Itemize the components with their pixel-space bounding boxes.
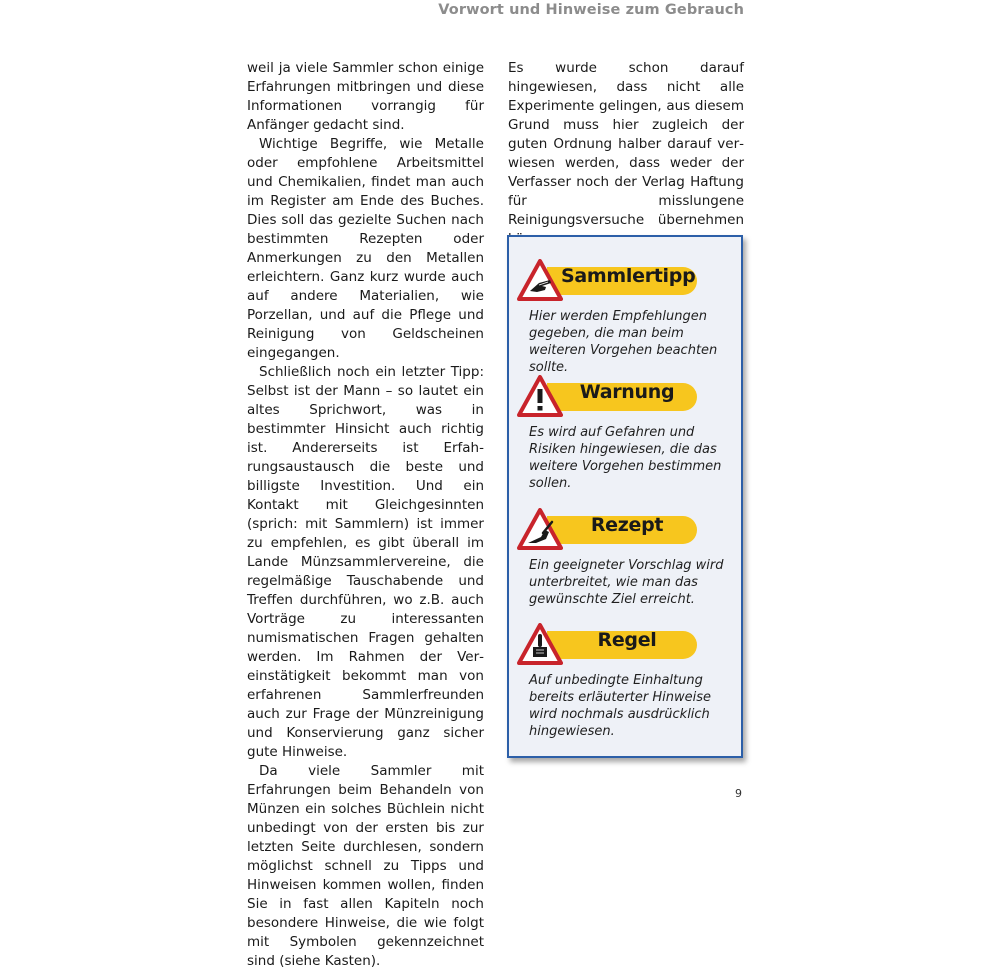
paragraph: weil ja viele Sammler schon einige Erfahrungen mitbringen und diese Informationen vorrangig für Anfänger gedacht sind. <box>247 60 484 133</box>
legend-title: Regel <box>597 629 657 651</box>
right-column <box>508 59 744 249</box>
running-head: Vorwort und Hinweise zum Gebrauch <box>438 2 744 18</box>
legend-description: Ein geeigneter Vorschlag wird unterbreitet, wie man das gewünschte Ziel erreicht. <box>529 558 724 607</box>
legend-description: Hier werden Empfehlungen gegeben, die man beim weiteren Vorgehen beachten sollte. <box>529 309 718 375</box>
hand-writing-icon <box>517 508 563 550</box>
legend-description: Auf unbedingte Einhaltung bereits erläuterter Hinweise wird nochmals ausdrücklich hingewiesen. <box>529 673 712 739</box>
left-column <box>247 59 484 971</box>
symbol-legend-box <box>507 235 743 758</box>
paragraph: Da viele Sammler mit Erfahrungen beim Behandeln von Münzen ein solches Büchlein nicht unbedingt von der ersten bis zur letzten Seite durchlesen, sondern möglichst schnell zu Tipps und Hinweisen kommen wollen, finden Sie in fast allen Kapiteln noch besondere Hinweise, die wie folgt mit Symbolen gekennzeichnet sind (siehe Kasten). <box>247 763 484 969</box>
legend-description: Es wird auf Gefahren und Risiken hingewiesen, die das weitere Vorgehen bestimmen sollen. <box>529 425 722 491</box>
paragraph: Es wurde schon darauf hingewiesen, dass nicht alle Experimente gelingen, aus diesem Grund muss hier zugleich der guten Ordnung halber darauf verwiesen werden, dass weder der Verfasser noch der Verlag Haftung für misslungene Reinigungsversuche übernehmen <box>508 60 744 228</box>
paragraph: Schließlich noch ein letzter Tipp: Selbst ist der Mann – so lautet ein altes Sprichwort, was in bestimmter Hinsicht auch richtig ist. Andererseits ist Erfahrungsaustausch die beste und billigste Investition. Und ein Kontakt mit Gleichgesinnten (sprich: mit Sammlern) ist immer zu empfehlen, es gibt überall im Lande Münzsammlervereine, die regelmäßige Tauschabende und Treffen durchführen, wo z.B. auch Vorträge zu interessanten numismatischen Fragen gehalten werden. Im Rahmen der Vereinstätigkeit bekommt man von erfahrenen Sammlerfreunden auch zur Frage der Münzreinigung und Konservierung ganz sicher gute Hinweise. <box>247 364 484 760</box>
hand-pointing-icon <box>517 259 563 301</box>
paragraph: Wichtige Begriffe, wie Metalle oder empfohlene Arbeitsmittel und Chemikalien, findet man auch im Register am Ende des Buches. Dies soll das gezielte Suchen nach bestimmten Rezepten oder Anmerkungen zu den Metallen erleichtern. Ganz kurz wurde auch auf andere Materialien, wie Porzellan, und auf die Pflege und Reinigung von Geldscheinen eingegangen. <box>247 136 484 361</box>
page-number: 9 <box>735 787 742 800</box>
exclamation-icon <box>517 375 563 417</box>
legend-title: Warnung <box>579 381 675 403</box>
legend-title: Rezept <box>590 514 664 536</box>
legend-title: Sammlertipp <box>561 265 696 287</box>
raised-finger-icon <box>517 623 563 665</box>
